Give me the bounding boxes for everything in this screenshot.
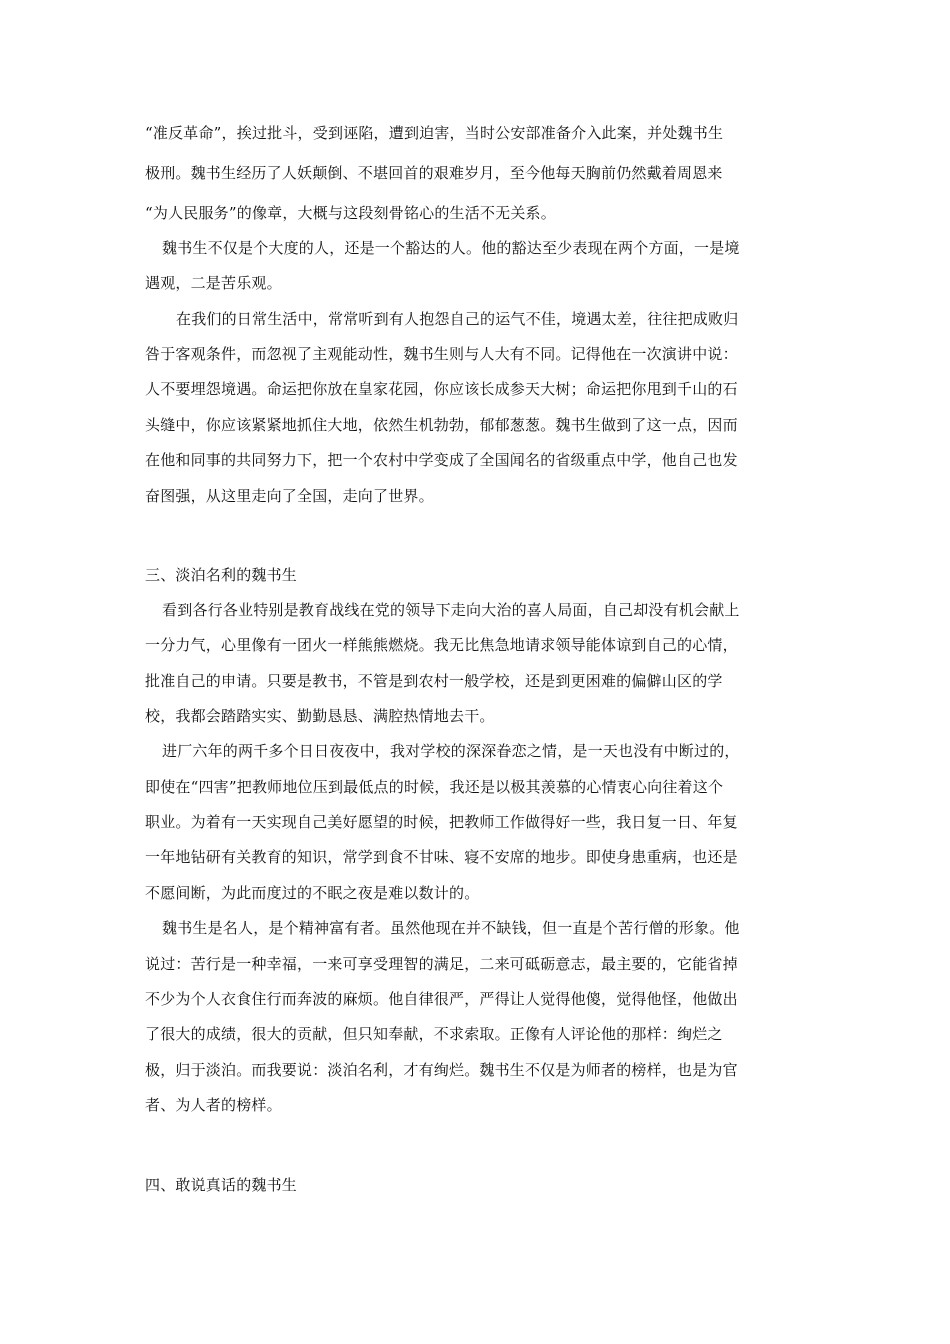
paragraph-line: 头缝中，你应该紧紧地抓住大地，依然生机勃勃，郁郁葱葱。魏书生做到了这一点，因而 xyxy=(145,416,738,434)
paragraph-line: 在我们的日常生活中，常常听到有人抱怨自己的运气不佳，境遇太差，往往把成败归 xyxy=(176,310,739,328)
paragraph-line: 一分力气，心里像有一团火一样熊熊燃烧。我无比焦急地请求领导能体谅到自己的心情， xyxy=(145,636,738,654)
paragraph-line: 奋图强，从这里走向了全国，走向了世界。 xyxy=(145,487,434,505)
paragraph-line: 校，我都会踏踏实实、勤勤恳恳、满腔热情地去干。 xyxy=(145,707,495,725)
paragraph-line: 不愿间断，为此而度过的不眠之夜是难以数计的。 xyxy=(145,884,480,902)
paragraph-line: “准反革命”，挨过批斗，受到诬陷，遭到迫害，当时公安部准备介入此案，并处魏书生 xyxy=(145,124,724,142)
section-heading: 四、敢说真话的魏书生 xyxy=(145,1176,298,1194)
paragraph-line: 不少为个人衣食住行而奔波的麻烦。他自律很严，严得让人觉得他傻，觉得他怪，他做出 xyxy=(145,990,738,1008)
paragraph-line: 职业。为着有一天实现自己美好愿望的时候，把教师工作做得好一些，我日复一日、年复 xyxy=(145,813,738,831)
paragraph-line: 魏书生是名人，是个精神富有者。虽然他现在并不缺钱，但一直是个苦行僧的形象。他 xyxy=(162,919,740,937)
paragraph-line: 咎于客观条件，而忽视了主观能动性，魏书生则与人大有不同。记得他在一次演讲中说： xyxy=(145,345,738,363)
paragraph-line: 极刑。魏书生经历了人妖颠倒、不堪回首的艰难岁月，至今他每天胸前仍然戴着周恩来 xyxy=(145,164,723,182)
paragraph-line: 进厂六年的两千多个日日夜夜中，我对学校的深深眷恋之情，是一天也没有中断过的， xyxy=(162,742,740,760)
paragraph-line: 魏书生不仅是个大度的人，还是一个豁达的人。他的豁达至少表现在两个方面，一是境 xyxy=(162,239,740,257)
paragraph-line: 批准自己的申请。只要是教书，不管是到农村一般学校，还是到更困难的偏僻山区的学 xyxy=(145,672,723,690)
paragraph-line: 在他和同事的共同努力下，把一个农村中学变成了全国闻名的省级重点中学，他自己也发 xyxy=(145,451,738,469)
paragraph-line: 者、为人者的榜样。 xyxy=(145,1096,282,1114)
paragraph-line: 即使在“四害”把教师地位压到最低点的时候，我还是以极其羡慕的心情衷心向往着这个 xyxy=(145,778,724,796)
paragraph-line: 一年地钻研有关教育的知识，常学到食不甘味、寝不安席的地步。即使身患重病，也还是 xyxy=(145,848,738,866)
section-heading: 三、淡泊名利的魏书生 xyxy=(145,566,298,584)
paragraph-line: “为人民服务”的像章，大概与这段刻骨铭心的生活不无关系。 xyxy=(145,204,556,222)
paragraph-line: 了很大的成绩，很大的贡献，但只知奉献，不求索取。正像有人评论他的那样：绚烂之 xyxy=(145,1025,723,1043)
paragraph-line: 人不要埋怨境遇。命运把你放在皇家花园，你应该长成参天大树；命运把你甩到千山的石 xyxy=(145,380,738,398)
paragraph-line: 极，归于淡泊。而我要说：淡泊名利，才有绚烂。魏书生不仅是为师者的榜样，也是为官 xyxy=(145,1061,738,1079)
paragraph-line: 看到各行各业特别是教育战线在党的领导下走向大治的喜人局面，自己却没有机会献上 xyxy=(162,601,740,619)
paragraph-line: 说过：苦行是一种幸福，一来可享受理智的满足，二来可砥砺意志，最主要的，它能省掉 xyxy=(145,955,738,973)
paragraph-line: 遇观，二是苦乐观。 xyxy=(145,274,282,292)
